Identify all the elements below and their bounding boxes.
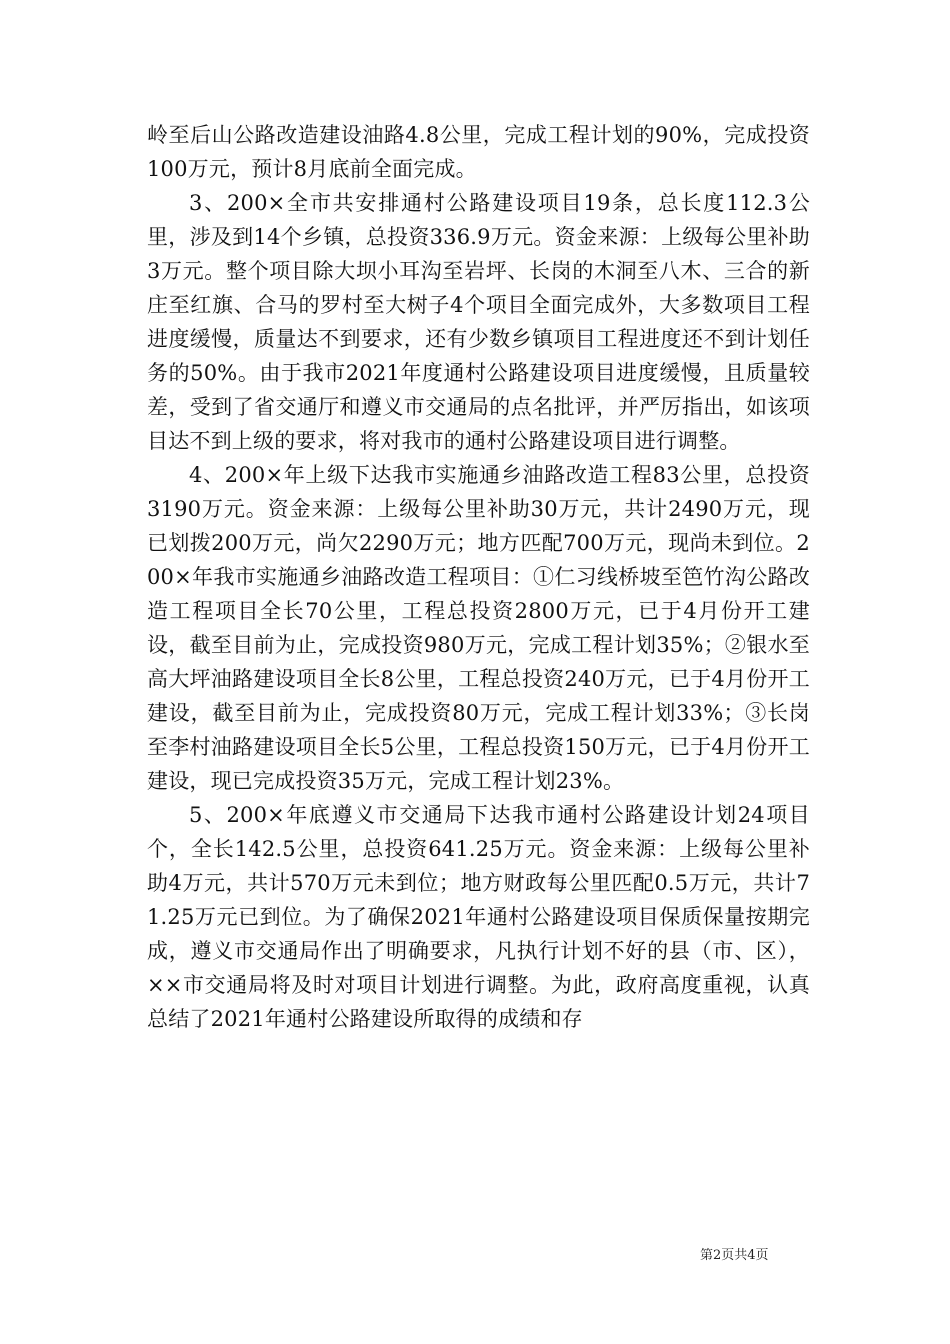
- paragraph-continuation: 岭至后山公路改造建设油路4.8公里，完成工程计划的90%，完成投资100万元，预计8月底前全面完成。: [147, 123, 810, 181]
- paragraph-item-4: 4、200×年上级下达我市实施通乡油路改造工程83公里，总投资3190万元。资金来源：上级每公里补助30万元，共计2490万元，现已划拨200万元，尚欠2290万元；地方匹配700万元，现尚未到位。200×年我市实施通乡油路改造工程项目：①仁习线桥坡至笆竹沟公路改造工程项目全长70公里，工程总投资2800万元，已于4月份开工建设，截至目前为止，完成投资980万元，完成工程计划35%；②银水至高大坪油路建设项目全长8公里，工程总投资240万元，已于4月份开工建设，截至目前为止，完成投资80万元，完成工程计划33%；③长岗至李村油路建设项目全长5公里，工程总投资150万元，已于4月份开工建设，现已完成投资35万元，完成工程计划23%。: [147, 463, 810, 793]
- document-body: [147, 118, 810, 1036]
- page-number-footer: 第2页共4页: [700, 1248, 769, 1263]
- paragraph-item-5: 5、200×年底遵义市交通局下达我市通村公路建设计划24项目个，全长142.5公里，总投资641.25万元。资金来源：上级每公里补助4万元，共计570万元未到位；地方财政每公里匹配0.5万元，共计71.25万元已到位。为了确保2021年通村公路建设项目保质保量按期完成，遵义市交通局作出了明确要求，凡执行计划不好的县（市、区），××市交通局将及时对项目计划进行调整。为此，政府高度重视，认真总结了2021年通村公路建设所取得的成绩和存: [147, 803, 810, 1031]
- paragraph-item-3: 3、200×全市共安排通村公路建设项目19条，总长度112.3公里，涉及到14个乡镇，总投资336.9万元。资金来源：上级每公里补助3万元。整个项目除大坝小耳沟至岩坪、长岗的木洞至八木、三合的新庄至红旗、合马的罗村至大树子4个项目全面完成外，大多数项目工程进度缓慢，质量达不到要求，还有少数乡镇项目工程进度还不到计划任务的50%。由于我市2021年度通村公路建设项目进度缓慢，且质量较差，受到了省交通厅和遵义市交通局的点名批评，并严厉指出，如该项目达不到上级的要求，将对我市的通村公路建设项目进行调整。: [147, 191, 810, 453]
